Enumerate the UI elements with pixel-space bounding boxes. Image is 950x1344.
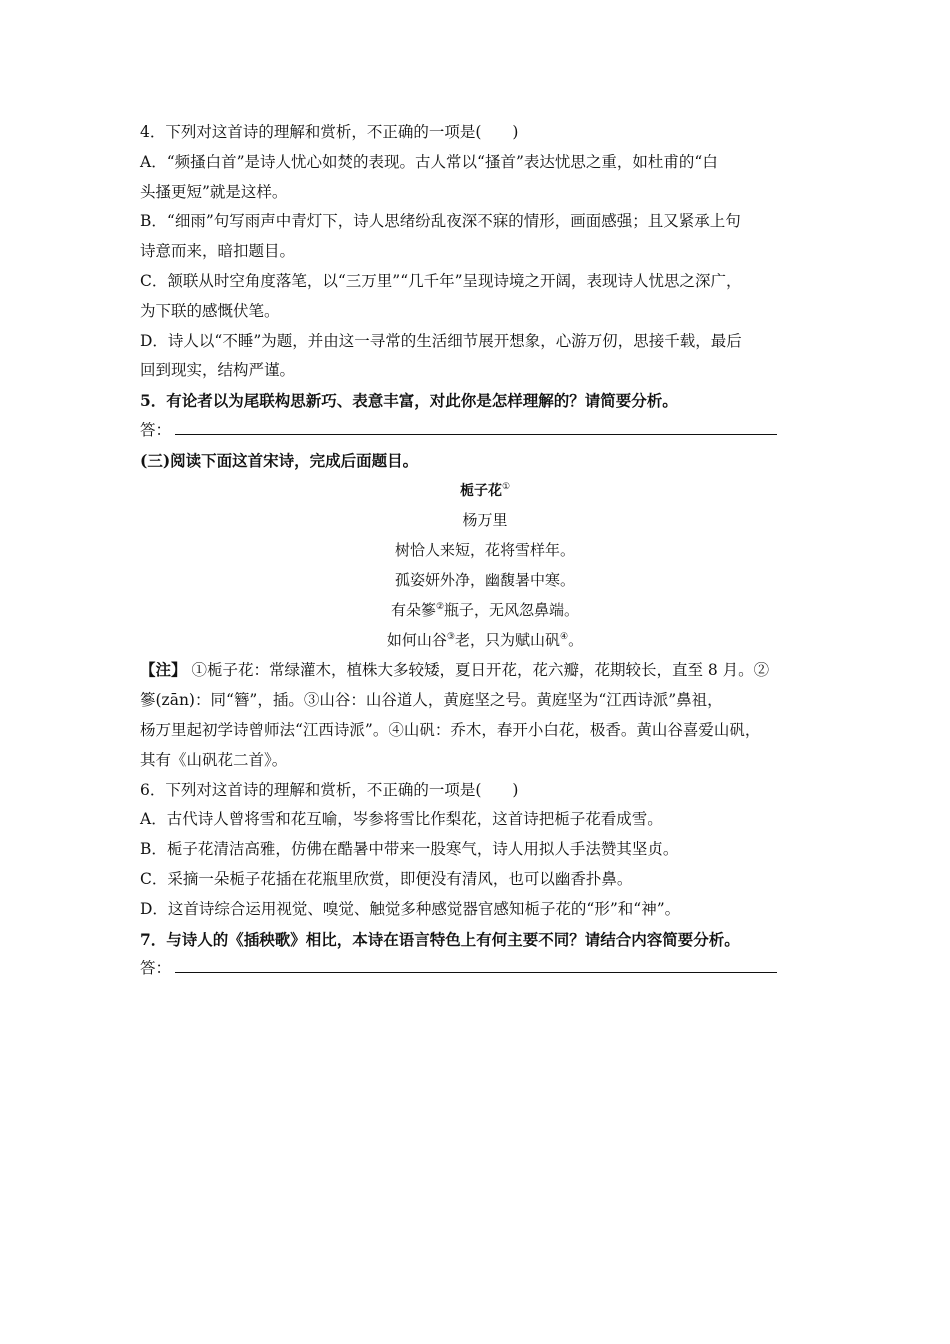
question-4-option-b: B．“细雨”句写雨声中青灯下，诗人思绪纷乱夜深不寐的情形，画面感强；且又紧承上句: [140, 212, 741, 231]
question-4-option-b-cont: 诗意而来，暗扣题目。: [140, 242, 296, 261]
question-6-option-d: D．这首诗综合运用视觉、嗅觉、触觉多种感觉器官感知栀子花的“形”和“神”。: [140, 899, 681, 918]
question-6-option-b: B．栀子花清洁高雅，仿佛在酷暑中带来一股寒气，诗人用拟人手法赞其坚贞。: [140, 840, 679, 859]
question-7-stem: 7．与诗人的《插秧歌》相比，本诗在语言特色上有何主要不同？请结合内容简要分析。: [140, 929, 740, 949]
question-6-option-c: C．采摘一朵栀子花插在花瓶里欣赏，即便没有清风，也可以幽香扑鼻。: [140, 869, 633, 888]
poem-line-2: 孤姿妍外净，幽馥暑中寒。: [394, 570, 575, 589]
question-5-answer-row: [140, 416, 830, 446]
poem-line-1: 树恰人来短，花将雪样年。: [394, 541, 575, 560]
question-4-option-d-cont: 回到现实，结构严谨。: [140, 361, 296, 380]
answer-label: 答：: [140, 959, 172, 978]
question-4-stem: 4．下列对这首诗的理解和赏析，不正确的一项是( ): [140, 123, 519, 141]
note-line-3: 杨万里起初学诗曾师法“江西诗派”。④山矾：乔木，春开小白花，极香。黄山谷喜爱山矾，: [140, 720, 761, 739]
section-3-heading: (三)阅读下面这首宋诗，完成后面题目。: [140, 450, 419, 470]
note-label: 【注】: [140, 660, 187, 680]
poem-line-3-part-b: 瓶子，无风忽鼻端。: [444, 600, 580, 619]
poem-title-footnote-mark: ①: [501, 481, 511, 492]
question-6-option-a: A．古代诗人曾将雪和花互喻，岑参将雪比作梨花，这首诗把栀子花看成雪。: [140, 810, 663, 829]
note-line-4: 其有《山矾花二首》。: [140, 750, 288, 769]
poem-title-row: [140, 476, 830, 507]
poem-line-4-part-a: 如何山谷: [386, 630, 447, 649]
poem-line-4: [140, 626, 830, 656]
footnote-mark-3: ③: [446, 631, 455, 642]
question-6-stem: 6．下列对这首诗的理解和赏析，不正确的一项是( ): [140, 780, 519, 799]
poem-title: 栀子花: [459, 482, 502, 499]
question-4-option-c: C．颔联从时空角度落笔，以“三万里”“几千年”呈现诗境之开阔，表现诗人忧思之深广，: [140, 271, 742, 290]
answer-label: 答：: [140, 420, 172, 439]
footnote-mark-4: ④: [560, 631, 569, 642]
question-4-option-a-cont: 头搔更短”就是这样。: [140, 182, 288, 201]
question-4-option-a: A．“频搔白首”是诗人忧心如焚的表现。古人常以“搔首”表达忧思之重，如杜甫的“白: [140, 152, 718, 171]
question-5-stem: 5．有论者以为尾联构思新巧、表意丰富，对此你是怎样理解的？请简要分析。: [140, 391, 678, 411]
note-line-2: 篸(zān)：同“簪”，插。③山谷：山谷道人，黄庭坚之号。黄庭坚为“江西诗派”鼻祖，: [140, 691, 723, 710]
question-4-option-c-cont: 为下联的感慨伏笔。: [140, 301, 280, 320]
poem-line-3-part-a: 有朵篸: [390, 600, 436, 619]
footnote-mark-2: ②: [435, 601, 445, 612]
answer-line[interactable]: [175, 416, 777, 435]
poem-line-4-part-c: 。: [568, 630, 584, 649]
poem-author: 杨万里: [462, 511, 508, 530]
question-7-answer-row: [140, 954, 830, 984]
answer-line[interactable]: [175, 954, 777, 973]
question-4-option-d: D．诗人以“不睡”为题，并由这一寻常的生活细节展开想象，心游万仞，思接千载，最后: [140, 331, 742, 350]
document-page: [140, 118, 830, 984]
note-text-1: ①栀子花：常绿灌木，植株大多较矮，夏日开花，花六瓣，花期较长，直至 8 月。②: [191, 661, 770, 680]
poem-line-4-part-b: 老，只为赋山矾: [454, 630, 560, 649]
note-line-1: [140, 655, 830, 686]
poem-line-3: [140, 596, 830, 626]
